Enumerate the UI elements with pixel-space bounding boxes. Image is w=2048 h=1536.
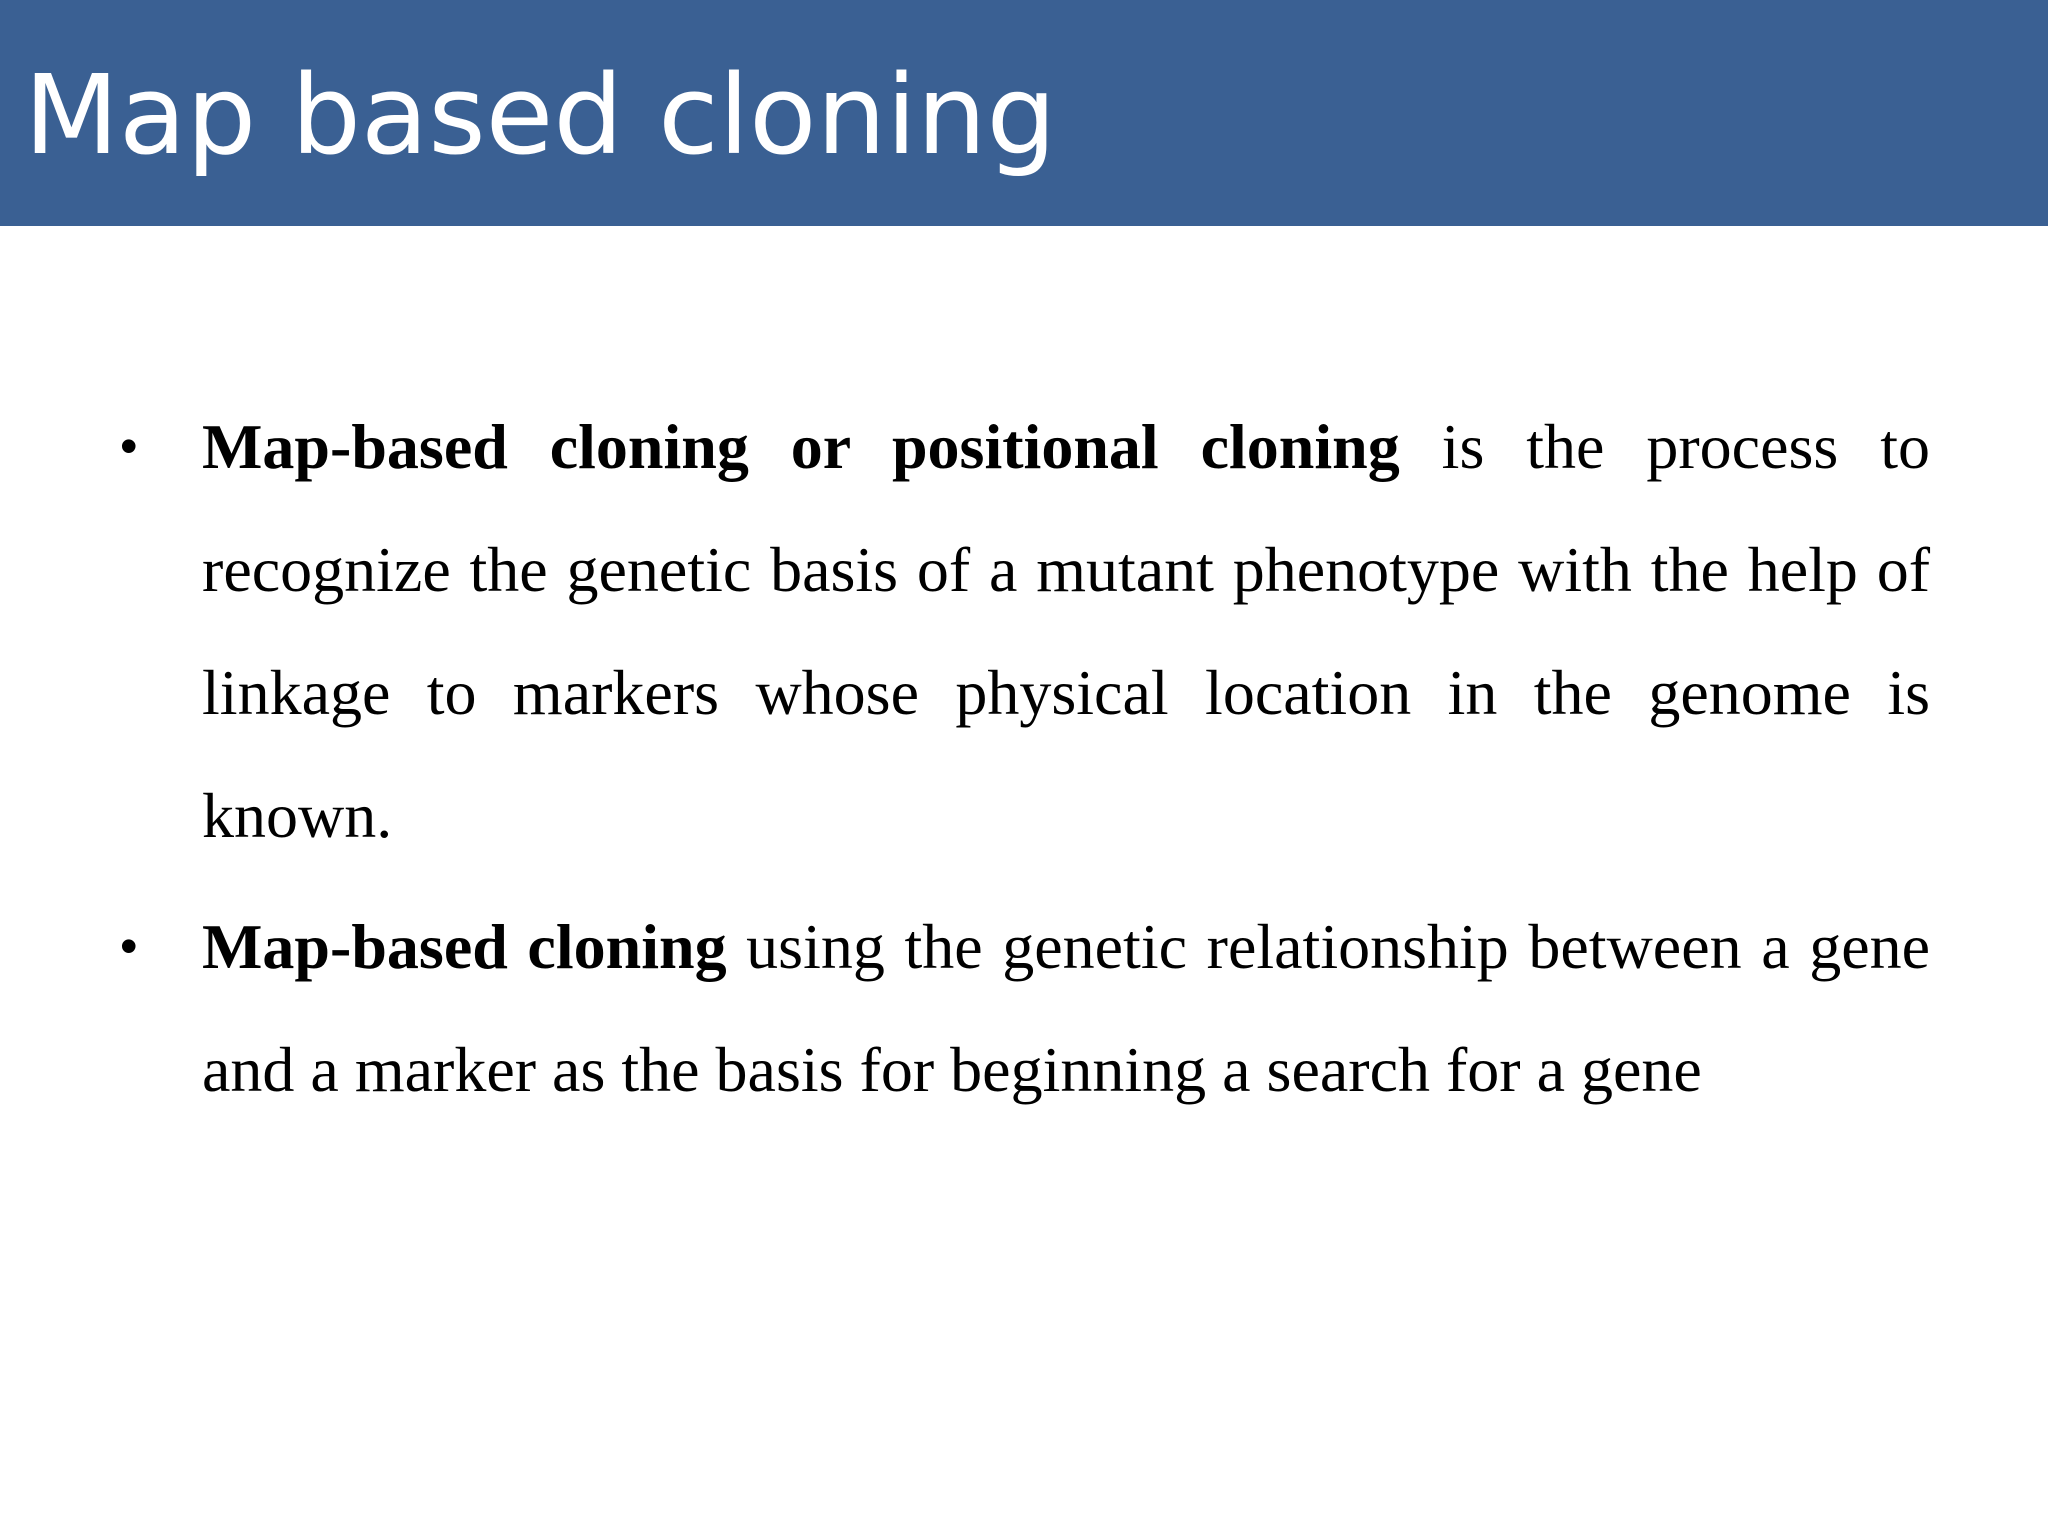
bullet-point-icon: •: [120, 918, 138, 974]
slide-title: Map based cloning: [24, 51, 1057, 179]
bullet-item: [120, 385, 1930, 877]
bullet-point-icon: •: [120, 418, 138, 474]
bullet-item: [120, 885, 1930, 1131]
bullet-lead-text: Map-based cloning: [202, 911, 727, 982]
bullet-lead-text: Map-based cloning or positional cloning: [202, 411, 1400, 482]
bullet-body-text: using the genetic relationship between a gene and a marker as the basis for beginning a search for a gene: [202, 911, 1931, 1105]
bullet-list: [120, 385, 1930, 1139]
bullet-body-text: is the process to recognize the genetic basis of a mutant phenotype with the help of linkage to markers whose physical location in the genome is known.: [202, 411, 1930, 851]
title-bar: [0, 0, 2048, 226]
